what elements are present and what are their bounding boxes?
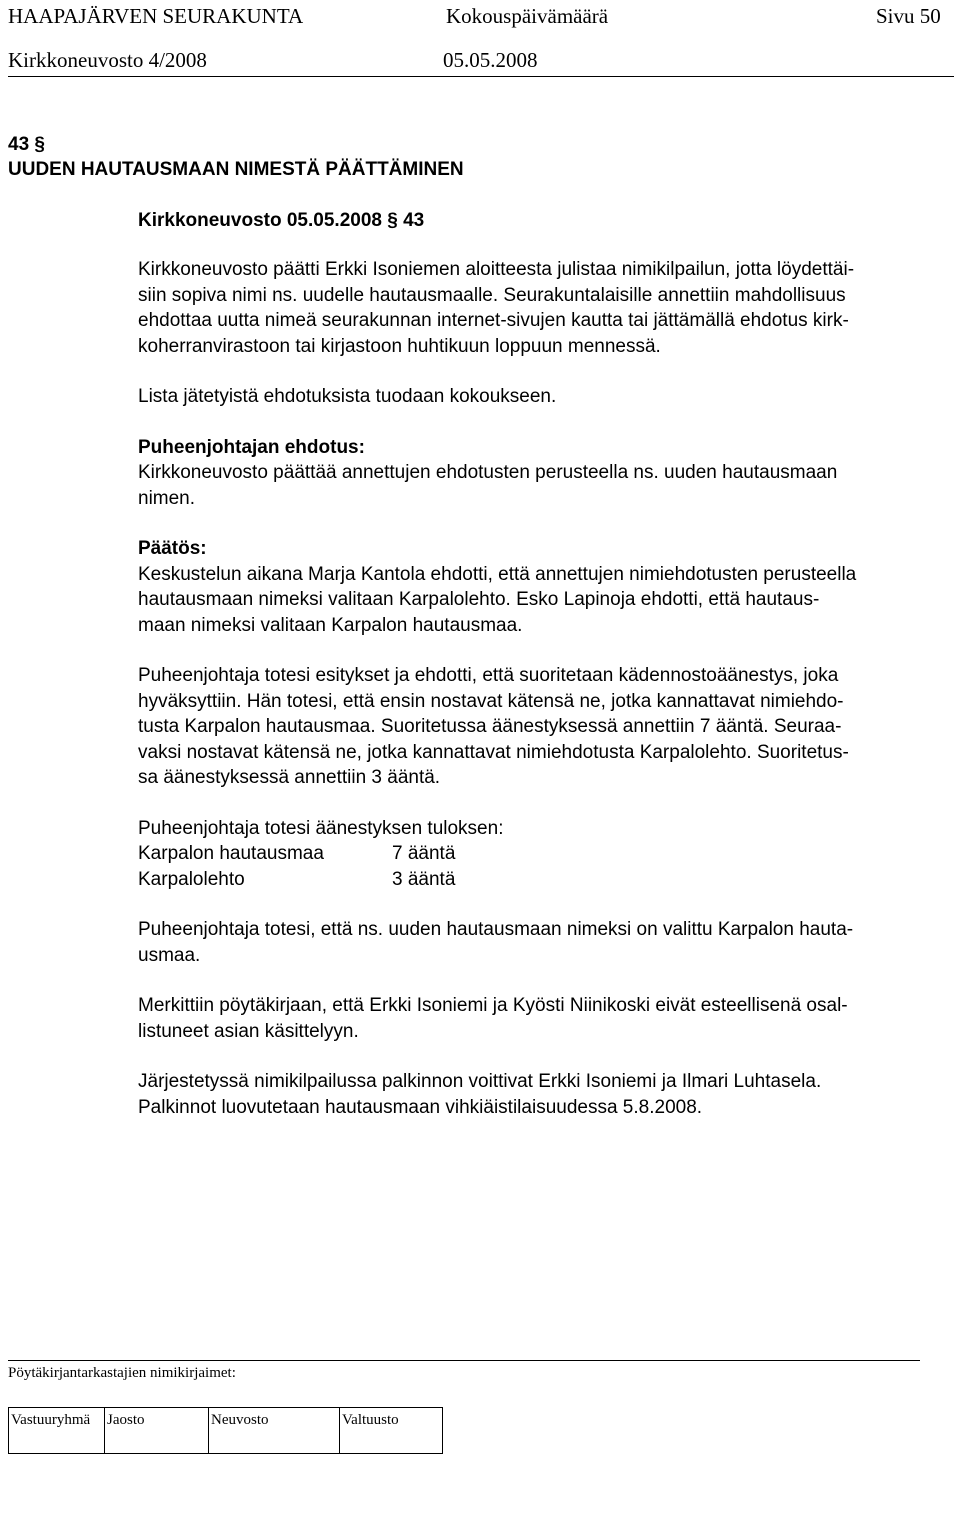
prize-paragraph [138,1069,956,1120]
vote-result-heading: Puheenjohtaja totesi äänestyksen tuloksen: [138,817,504,839]
section-reference: Kirkkoneuvosto 05.05.2008 § 43 [138,210,425,231]
intro-paragraph [138,257,956,359]
initials-boxes [8,1407,443,1454]
result-paragraph [138,917,956,968]
text-line: vaksi nostavat kätensä ne, jotka kannattavat nimiehdotusta Karpalolehto. Suoritetus- [138,741,849,763]
proposal-paragraph [138,460,956,511]
vote-option-name: Karpalon hautausmaa [138,843,324,864]
text-line: hyväksyttiin. Hän totesi, että ensin nostavat kätensä ne, jotka kannattavat nimiehdo- [138,690,844,712]
initials-box-neuvosto: Neuvosto [209,1408,340,1454]
header-meeting: Kirkkoneuvosto 4/2008 [8,48,207,72]
header-date-label: Kokouspäivämäärä [446,4,609,28]
header-page-label: Sivu 50 [876,4,941,28]
section-title: UUDEN HAUTAUSMAAN NIMESTÄ PÄÄTTÄMINEN [8,159,464,180]
proposal-heading: Puheenjohtajan ehdotus: [138,436,365,458]
text-line: listuneet asian käsittelyyn. [138,1020,359,1042]
section-number: 43 § [8,134,45,155]
vote-option-name: Karpalolehto [138,868,245,890]
text-line: hautausmaan nimeksi valitaan Karpalolehto. Esko Lapinoja ehdotti, että hautaus- [138,589,820,610]
disqualification-paragraph [138,993,956,1044]
header-meeting-date: 05.05.2008 [443,48,538,72]
vote-paragraph [138,663,956,791]
text-line: Kirkkoneuvosto päätti Erkki Isoniemen aloitteesta julistaa nimikilpailun, jotta löydettäi- [138,259,855,280]
text-line: ehdottaa uutta nimeä seurakunnan internet-sivujen kautta tai jättämällä ehdotus kirk- [138,310,849,331]
text-line: Puheenjohtaja totesi esitykset ja ehdotti, että suoritetaan kädennostoäänestys, joka [138,665,839,686]
text-line: usmaa. [138,944,201,966]
text-line: Järjestetyssä nimikilpailussa palkinnon voittivat Erkki Isoniemi ja Ilmari Luhtasela. [138,1071,822,1092]
initials-box-valtuusto: Valtuusto [340,1408,443,1454]
initials-box-vastuuryhma: Vastuuryhmä [9,1408,105,1454]
text-line: tusta Karpalon hautausmaa. Suoritetussa äänestyksessä annettiin 7 ääntä. Seuraa- [138,716,842,737]
text-line: Puheenjohtaja totesi, että ns. uuden hautausmaan nimeksi on valittu Karpalon hauta- [138,919,854,940]
decision-paragraph [138,562,956,639]
vote-count: 3 ääntä [392,868,456,890]
text-line: sa äänestyksessä annettiin 3 ääntä. [138,767,441,788]
vote-result-row [138,867,956,893]
intro-list-note: Lista jätetyistä ehdotuksista tuodaan kokoukseen. [138,386,557,407]
footer-rule [8,1360,920,1361]
signatures-label: Pöytäkirjantarkastajien nimikirjaimet: [8,1365,236,1381]
decision-heading: Päätös: [138,538,207,559]
text-line: nimen. [138,487,196,509]
header-rule [8,76,954,77]
text-line: Merkittiin pöytäkirjaan, että Erkki Isoniemi ja Kyösti Niinikoski eivät esteellisenä osal- [138,995,848,1016]
text-line: Kirkkoneuvosto päättää annettujen ehdotusten perusteella ns. uuden hautausmaan [138,462,838,483]
text-line: maan nimeksi valitaan Karpalon hautausmaa. [138,614,523,636]
initials-box-jaosto: Jaosto [105,1408,209,1454]
text-line: koherranvirastoon tai kirjastoon huhtikuun loppuun mennessä. [138,335,661,357]
document-body [138,257,956,1120]
header-org: HAAPAJÄRVEN SEURAKUNTA [8,4,304,28]
text-line: Keskustelun aikana Marja Kantola ehdotti, että annettujen nimiehdotusten perusteella [138,563,857,585]
text-line: Palkinnot luovutetaan hautausmaan vihkiäistilaisuudessa 5.8.2008. [138,1096,703,1118]
vote-count: 7 ääntä [392,843,456,864]
vote-result-row [138,841,956,867]
text-line: siin sopiva nimi ns. uudelle hautausmaalle. Seurakuntalaisille annettiin mahdollisuus [138,284,846,306]
